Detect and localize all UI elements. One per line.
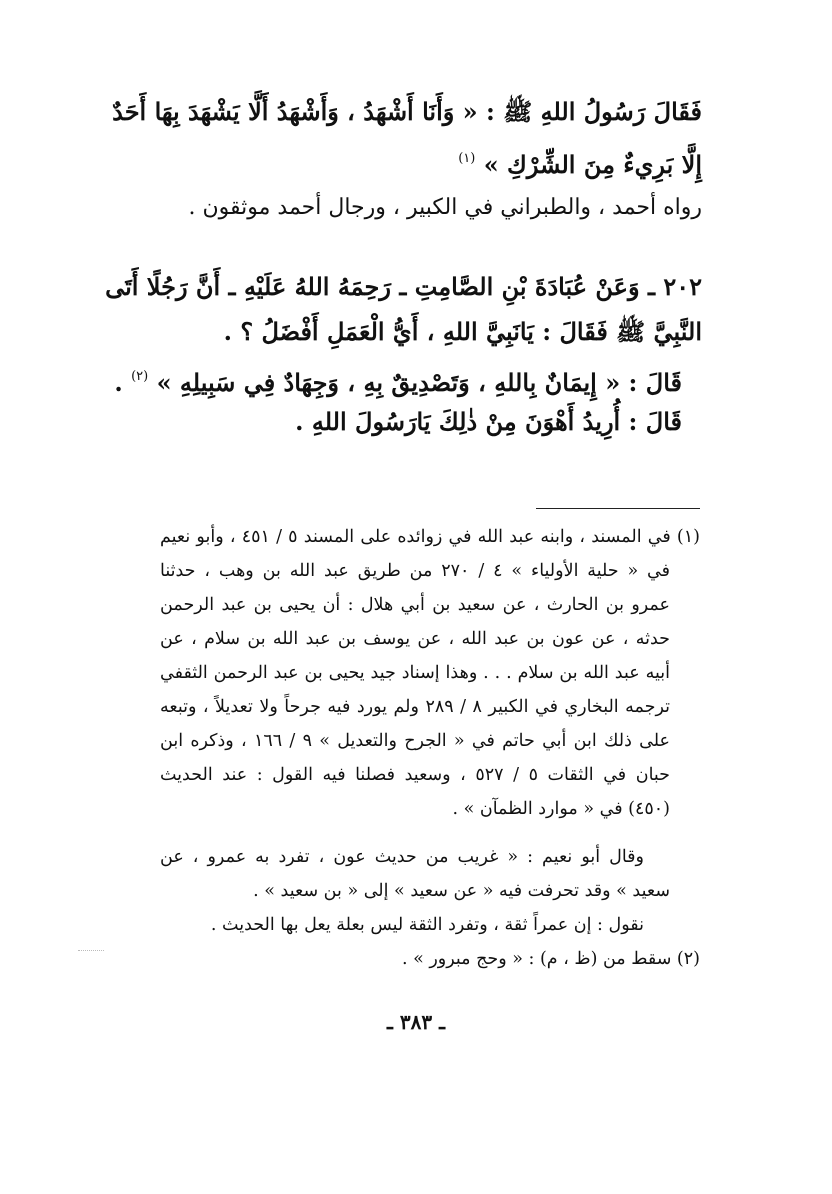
footnote-line-2: في « حلية الأولياء » ٤ / ٢٧٠ من طريق عبد الله بن وهب ، حدثنا: [160, 561, 670, 581]
footnote-line-6: ترجمه البخاري في الكبير ٨ / ٢٨٩ ولم يورد فيه جرحاً ولا تعديلاً ، وتبعه: [160, 697, 671, 717]
footnote-line-11: سعيد » وقد تحرفت فيه « عن سعيد » إلى « بن سعيد » .: [253, 881, 670, 901]
footnote-line-3: عمرو بن الحارث ، عن سعيد بن أبي هلال : أن يحيى بن عبد الرحمن: [160, 595, 670, 615]
footnote-line-4: حدثه ، عن عون بن عبد الله ، عن يوسف بن عبد الله بن سلام ، عن: [160, 629, 670, 649]
footnote-line-1: (١) في المسند ، وابنه عبد الله في زوائده على المسند ٥ / ٤٥١ ، وأبو نعيم: [160, 527, 700, 547]
hadith-202-line-3: [114, 357, 682, 397]
scan-speck: [78, 950, 104, 952]
hadith-202-line-4: قَالَ : أُرِيدُ أَهْوَنَ مِنْ ذٰلِكَ يَارَسُولَ اللهِ .: [295, 407, 682, 436]
page-number: ـ ٣٨٣ ـ: [387, 1010, 445, 1034]
hadith-line-2-text: إِلَّا بَرِيءٌ مِنَ الشِّرْكِ »: [483, 150, 702, 179]
footnote-line-12: نقول : إن عمراً ثقة ، وتفرد الثقة ليس بعلة يعل بها الحديث .: [210, 915, 644, 935]
footnote-line-5: أبيه عبد الله بن سلام . . . وهذا إسناد جيد يحيى بن عبد الرحمن الثقفي: [160, 663, 670, 683]
hadith-202-line-2: النَّبِيَّ ﷺ فَقَالَ : يَانَبِيَّ اللهِ ، أَيُّ الْعَمَلِ أَفْضَلُ ؟ .: [223, 317, 702, 346]
hadith-202-line-1: ٢٠٢ ـ وَعَنْ عُبَادَةَ بْنِ الصَّامِتِ ـ رَحِمَهُ اللهُ عَلَيْهِ ـ أَنَّ رَجُلًا أَتَى: [105, 272, 702, 301]
footnote-separator: [536, 508, 700, 509]
footnote-ref-2: (٢): [131, 369, 149, 384]
footnote-line-7: على ذلك ابن أبي حاتم في « الجرح والتعديل » ٩ / ١٦٦ ، وذكره ابن: [160, 731, 670, 751]
hadith-202-line-3-text: قَالَ : « إِيمَانٌ بِاللهِ ، وَتَصْدِيقٌ بِهِ ، وَجِهَادٌ فِي سَبِيلِهِ »: [156, 368, 682, 397]
footnote-line-13: (٢) سقط من (ظ ، م) : « وحج مبرور » .: [401, 949, 700, 969]
footnote-line-8: حبان في الثقات ٥ / ٥٢٧ ، وسعيد فصلنا فيه القول : عند الحديث: [160, 765, 670, 785]
narration-source-line: رواه أحمد ، والطبراني في الكبير ، ورجال أحمد موثقون .: [188, 195, 702, 220]
hadith-202-line-3-end: .: [114, 368, 123, 397]
hadith-line-1: فَقَالَ رَسُولُ اللهِ ﷺ : « وَأَنَا أَشْهَدُ ، وَأَشْهَدُ أَلَّا يَشْهَدَ بِهَا أَحَدٌ: [112, 97, 702, 126]
footnote-line-9: (٤٥٠) في « موارد الظمآن » .: [452, 799, 670, 819]
footnote-line-10: وقال أبو نعيم : « غريب من حديث عون ، تفرد به عمرو ، عن: [160, 847, 644, 867]
footnote-ref-1: (١): [458, 151, 476, 166]
hadith-line-2: [158, 139, 702, 179]
